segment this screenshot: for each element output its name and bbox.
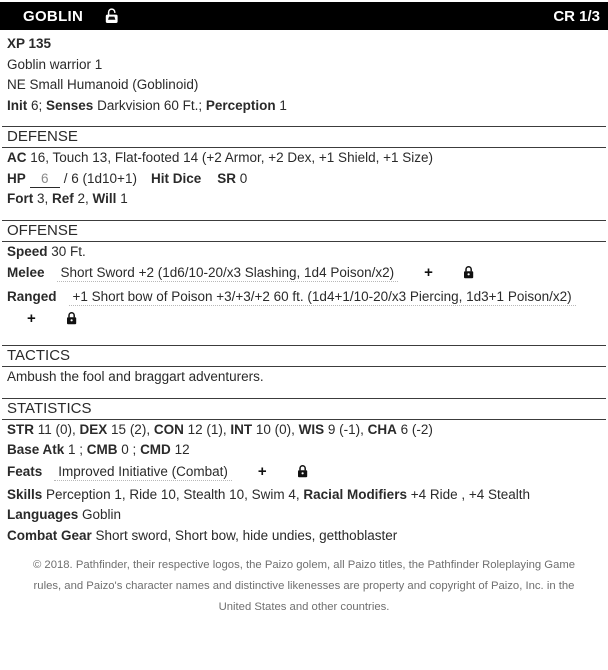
combat-maneuvers-line (2, 440, 606, 461)
ranged-attack-field[interactable]: +1 Short bow of Poison +3/+3/+2 60 ft. (1d4+1/10-20/x3 Piercing, 1d3+1 Poison/x2) (69, 289, 576, 306)
ac-label: AC (7, 150, 27, 165)
ability-scores-line (2, 420, 606, 441)
fort-value: 3, (33, 191, 53, 206)
ranged-controls-row (2, 308, 606, 332)
languages-label: Languages (7, 507, 79, 522)
saves-line (2, 189, 606, 210)
feats-row (2, 461, 606, 485)
cmd-value: 12 (170, 442, 190, 457)
str-value: 11 (0), (34, 421, 80, 437)
ranged-label: Ranged (7, 289, 57, 304)
hp-line (2, 169, 606, 190)
melee-label: Melee (7, 265, 45, 280)
feats-field[interactable]: Improved Initiative (Combat) (54, 464, 232, 481)
cha-value: 6 (-2) (396, 421, 433, 437)
perception-label: Perception (205, 97, 276, 113)
xp-value: XP 135 (7, 36, 52, 51)
speed-value: 30 Ft. (47, 243, 86, 259)
skills-value: Perception 1, Ride 10, Stealth 10, Swim 4, (42, 486, 304, 502)
cmd-label: CMD (140, 442, 171, 457)
senses-label: Senses (46, 97, 94, 113)
combat-gear-value: Short sword, Short bow, hide undies, getthoblaster (91, 527, 398, 543)
creature-name: GOBLIN (23, 7, 84, 25)
hit-dice-label: Hit Dice (150, 170, 202, 186)
section-header-offense: OFFENSE (2, 220, 606, 242)
speed-line (2, 242, 606, 263)
senses-value: Darkvision 60 Ft.; (93, 97, 206, 113)
will-label: Will (92, 191, 117, 206)
wis-value: 9 (-1), (324, 421, 368, 437)
cha-label: CHA (367, 421, 397, 437)
lock-icon[interactable] (463, 264, 474, 286)
init-label: Init (7, 97, 28, 113)
wis-label: WIS (298, 421, 325, 437)
languages-line (2, 505, 606, 526)
cmb-value: 0 ; (117, 442, 141, 457)
combat-gear-label: Combat Gear (7, 527, 92, 543)
perception-value: 1 (275, 97, 287, 113)
section-header-statistics: STATISTICS (2, 398, 606, 420)
ac-value: 16, Touch 13, Flat-footed 14 (+2 Armor, +2 Dex, +1 Shield, +1 Size) (26, 150, 433, 165)
dex-value: 15 (2), (107, 421, 154, 437)
statblock-titlebar (0, 2, 608, 30)
ref-value: 2, (73, 191, 93, 206)
con-value: 12 (1), (183, 421, 231, 437)
alignment-type-line: NE Small Humanoid (Goblinoid) (7, 77, 199, 92)
lock-icon[interactable] (297, 463, 308, 485)
con-label: CON (153, 421, 184, 437)
int-value: 10 (0), (252, 421, 299, 437)
dex-label: DEX (79, 421, 108, 437)
will-value: 1 (116, 191, 128, 206)
add-melee-button[interactable]: + (424, 264, 433, 281)
skills-line (2, 485, 606, 506)
racial-modifiers-label: Racial Modifiers (303, 486, 407, 502)
hp-max: / 6 (1d10+1) (63, 170, 137, 186)
section-header-tactics: TACTICS (2, 345, 606, 367)
init-senses-line (2, 96, 606, 117)
section-header-defense: DEFENSE (2, 126, 606, 148)
ac-line (2, 148, 606, 169)
unlock-icon[interactable] (102, 6, 122, 26)
tactics-text: Ambush the fool and braggart adventurers. (7, 369, 264, 384)
sr-value: 0 (235, 170, 248, 186)
racial-modifiers-value: +4 Ride , +4 Stealth (406, 486, 531, 502)
add-ranged-button[interactable]: + (27, 310, 36, 327)
hp-current-input[interactable] (30, 171, 60, 188)
fort-label: Fort (7, 191, 34, 206)
melee-attack-field[interactable]: Short Sword +2 (1d6/10-20/x3 Slashing, 1d4 Poison/x2) (57, 265, 399, 282)
ranged-row (2, 286, 606, 308)
languages-value: Goblin (78, 507, 122, 522)
sr-label: SR (217, 170, 236, 186)
melee-row (2, 262, 606, 286)
str-label: STR (7, 421, 34, 437)
ref-label: Ref (52, 191, 74, 206)
feats-label: Feats (7, 463, 43, 479)
combat-gear-line (2, 526, 606, 547)
base-atk-value: 1 ; (64, 442, 87, 457)
speed-label: Speed (7, 243, 48, 259)
creature-subtitle: Goblin warrior 1 (7, 56, 103, 72)
add-feat-button[interactable]: + (257, 462, 267, 480)
lock-icon[interactable] (66, 310, 77, 332)
base-atk-label: Base Atk (7, 442, 65, 457)
hp-label: HP (7, 170, 26, 186)
skills-label: Skills (7, 486, 43, 502)
copyright-notice: © 2018. Pathfinder, their respective logos, the Paizo golem, all Paizo titles, the Pathfinder Roleplaying Game rules, and Paizo's character names and distinctive likenesses are property and copyright of Paizo, Inc. in the United States and other countries. (32, 559, 576, 613)
init-value: 6; (27, 97, 47, 113)
challenge-rating: CR 1/3 (553, 7, 600, 25)
cmb-label: CMB (86, 442, 118, 457)
int-label: INT (230, 421, 253, 437)
